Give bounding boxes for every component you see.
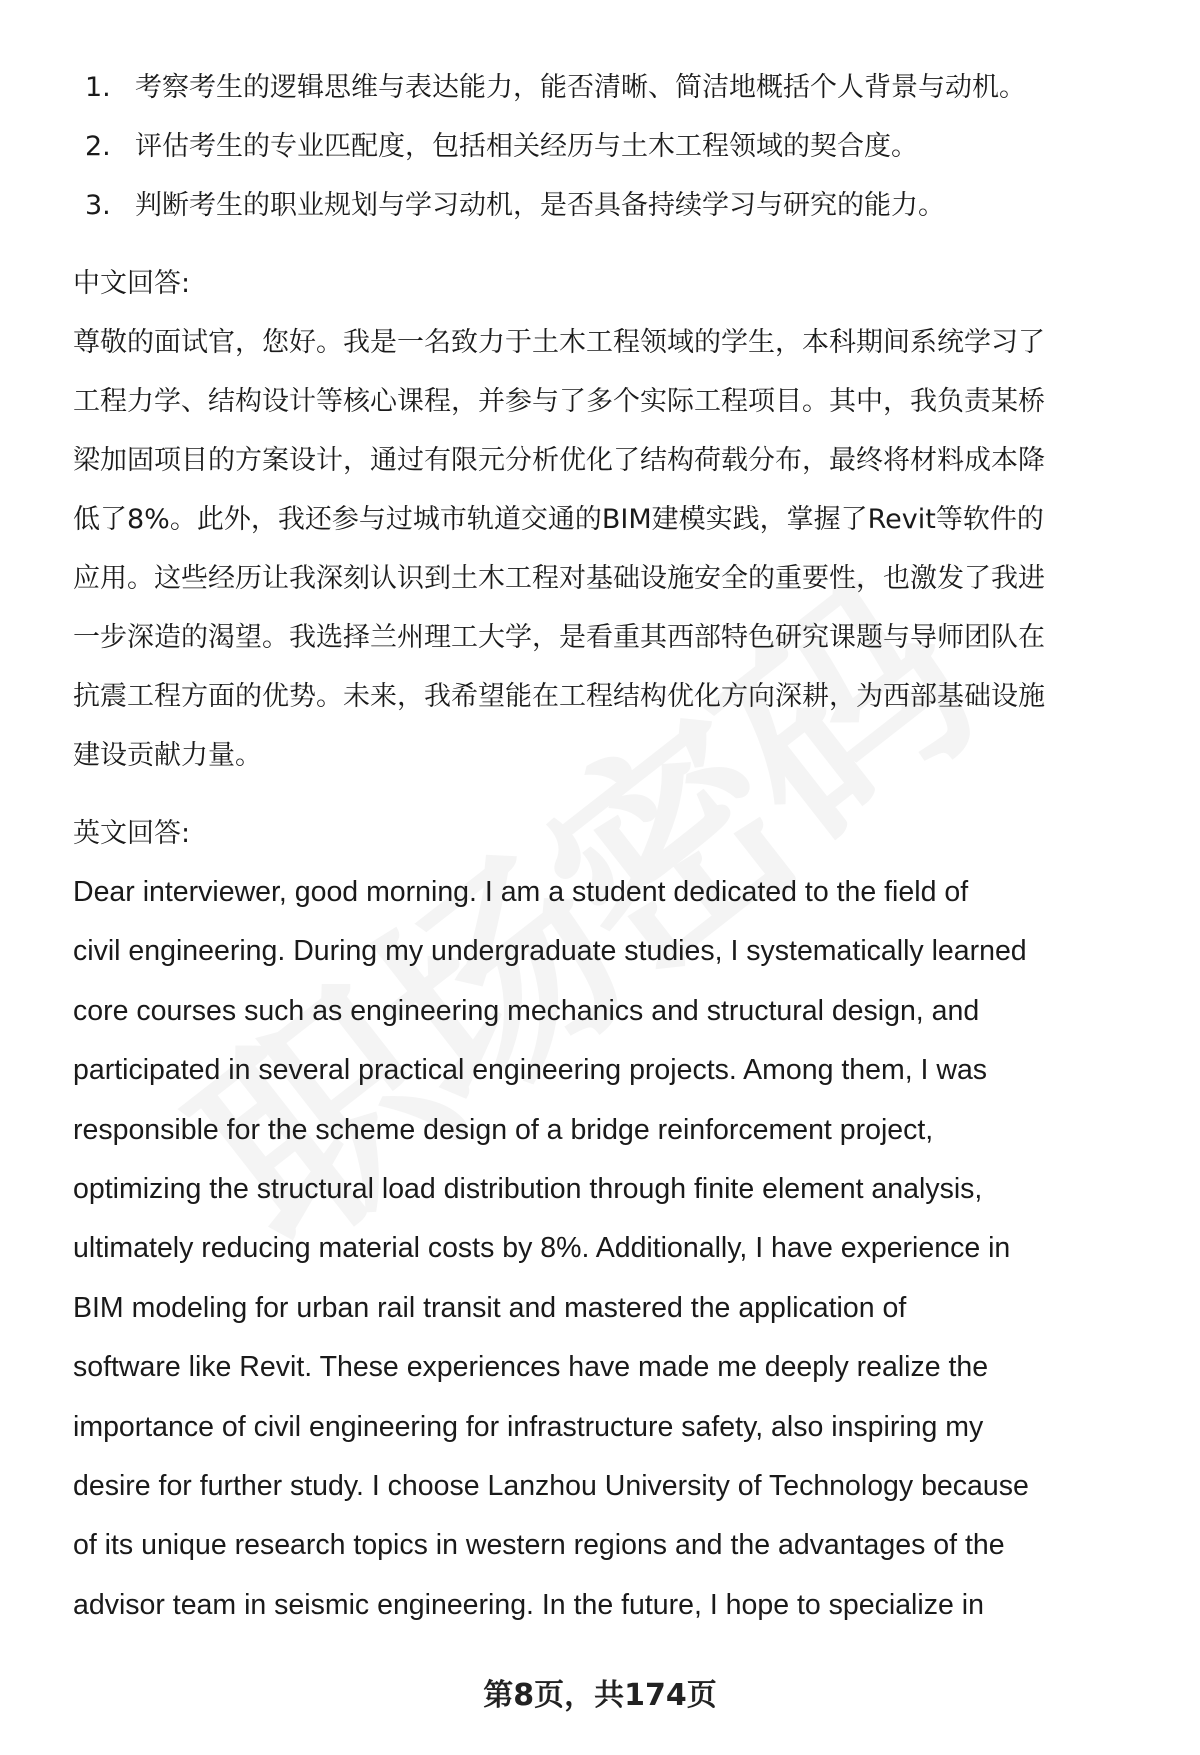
text-line: ultimately reducing material costs by 8%. Additionally, I have experience in bbox=[73, 1232, 1011, 1265]
list-item bbox=[73, 58, 1153, 117]
objectives-list bbox=[73, 58, 1153, 235]
text-line: of its unique research topics in western regions and the advantages of the bbox=[73, 1529, 1005, 1562]
document-page bbox=[73, 58, 1153, 1635]
text-line: 抗震工程方面的优势。未来，我希望能在工程结构优化方向深耕，为西部基础设施 bbox=[73, 681, 1045, 712]
text-line: 尊敬的面试官，您好。我是一名致力于土木工程领域的学生，本科期间系统学习了 bbox=[73, 327, 1045, 358]
list-number: 2. bbox=[85, 131, 111, 162]
text-line: BIM modeling for urban rail transit and mastered the application of bbox=[73, 1291, 907, 1324]
list-text: 考察考生的逻辑思维与表达能力，能否清晰、简洁地概括个人背景与动机。 bbox=[135, 72, 1026, 103]
text-line: civil engineering. During my undergraduate studies, I systematically learned bbox=[73, 935, 1027, 968]
text-line: optimizing the structural load distribution through finite element analysis, bbox=[73, 1172, 983, 1205]
text-line: desire for further study. I choose Lanzhou University of Technology because bbox=[73, 1469, 1029, 1502]
text-line: 一步深造的渴望。我选择兰州理工大学，是看重其西部特色研究课题与导师团队在 bbox=[73, 622, 1045, 653]
text-line: importance of civil engineering for infrastructure safety, also inspiring my bbox=[73, 1410, 984, 1443]
list-item bbox=[73, 176, 1153, 235]
chinese-answer bbox=[73, 313, 1153, 785]
text-line: 梁加固项目的方案设计，通过有限元分析优化了结构荷载分布，最终将材料成本降 bbox=[73, 445, 1045, 476]
text-line: Dear interviewer, good morning. I am a student dedicated to the field of bbox=[73, 876, 969, 908]
english-answer-heading: 英文回答: bbox=[73, 818, 191, 849]
list-number: 3. bbox=[85, 190, 111, 221]
text-line: participated in several practical engineering projects. Among them, I was bbox=[73, 1054, 988, 1087]
text-line: software like Revit. These experiences have made me deeply realize the bbox=[73, 1351, 989, 1384]
text-line: core courses such as engineering mechanics and structural design, and bbox=[73, 994, 980, 1027]
text-line: 应用。这些经历让我深刻认识到土木工程对基础设施安全的重要性，也激发了我进 bbox=[73, 563, 1045, 594]
text-line: 建设贡献力量。 bbox=[73, 740, 262, 771]
chinese-answer-heading: 中文回答: bbox=[73, 268, 191, 299]
text-line: responsible for the scheme design of a bridge reinforcement project, bbox=[73, 1113, 934, 1146]
text-line: 工程力学、结构设计等核心课程，并参与了多个实际工程项目。其中，我负责某桥 bbox=[73, 386, 1045, 417]
list-text: 评估考生的专业匹配度，包括相关经历与土木工程领域的契合度。 bbox=[135, 131, 918, 162]
list-text: 判断考生的职业规划与学习动机，是否具备持续学习与研究的能力。 bbox=[135, 190, 945, 221]
page-number-footer: 第8页，共174页 bbox=[483, 1678, 717, 1713]
english-answer bbox=[73, 863, 1153, 1635]
list-number: 1. bbox=[85, 72, 111, 103]
list-item bbox=[73, 117, 1153, 176]
text-line: 低了8%。此外，我还参与过城市轨道交通的BIM建模实践，掌握了Revit等软件的 bbox=[73, 504, 1044, 535]
text-line: advisor team in seismic engineering. In the future, I hope to specialize in bbox=[73, 1588, 984, 1621]
